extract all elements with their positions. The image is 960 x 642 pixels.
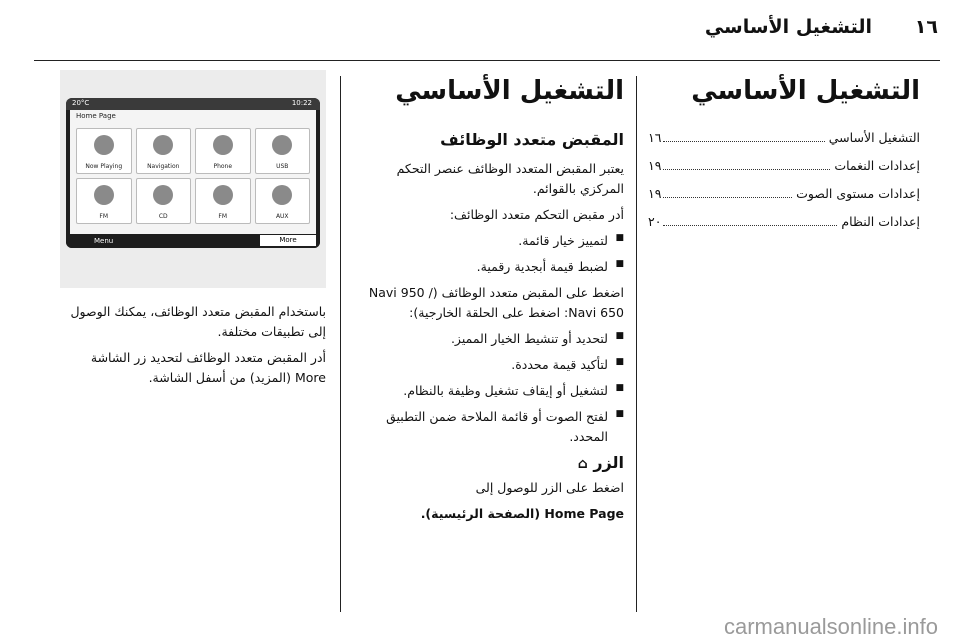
phone-icon <box>213 135 233 155</box>
bullet-list <box>352 231 624 277</box>
tile-label: CD <box>158 213 168 220</box>
home-icon: ⌂ <box>577 456 588 472</box>
globe-icon <box>153 135 173 155</box>
toc-label: إعدادات النغمات <box>834 158 920 173</box>
radio-icon <box>213 185 233 205</box>
subsection-heading: المقبض متعدد الوظائف <box>440 130 624 149</box>
figure-column <box>60 70 326 394</box>
paragraph: أدر مقبض التحكم متعدد الوظائف: <box>449 207 624 222</box>
screen-figure <box>60 70 326 288</box>
toc-leader <box>663 169 830 170</box>
temperature: 20°C <box>72 99 90 107</box>
button-heading <box>352 453 624 472</box>
list-item: ■ لفتح الصوت أو قائمة الملاحة ضمن التطبيق المحدد. <box>352 407 624 447</box>
toc-row[interactable] <box>648 186 920 202</box>
tile-label: AUX <box>275 213 289 220</box>
tile-phone[interactable] <box>195 128 251 174</box>
toc-page: ١٦ <box>648 130 662 145</box>
toc-column <box>648 70 920 242</box>
tile-usb[interactable] <box>255 128 311 174</box>
list-item: ■ لتأكيد قيمة محددة. <box>352 355 624 375</box>
toc-leader <box>663 225 837 226</box>
header-rule <box>34 60 940 61</box>
toc-heading: التشغيل الأساسي <box>691 76 920 106</box>
paragraph: Home Page (الصفحة الرئيسية). <box>420 506 624 521</box>
tile-now-playing[interactable] <box>76 128 132 174</box>
tile-fm[interactable] <box>76 178 132 224</box>
toc-label: التشغيل الأساسي <box>828 130 920 145</box>
section-heading: التشغيل الأساسي <box>395 76 624 106</box>
button-heading-text: الزر <box>593 453 624 472</box>
paragraph: أدر المقبض متعدد الوظائف لتحديد زر الشاشة More (المزيد) من أسفل الشاشة. <box>90 350 326 385</box>
paragraph: اضغط على المقبض متعدد الوظائف (Navi 950 / Navi 650: اضغط على الحلقة الخارجية): <box>368 285 624 320</box>
radio-icon <box>94 185 114 205</box>
tile-label: Navigation <box>147 163 180 170</box>
toc-label: إعدادات مستوى الصوت <box>796 186 920 201</box>
menu-button[interactable]: Menu <box>94 237 114 245</box>
more-button[interactable]: More <box>260 235 316 246</box>
infotainment-screen <box>66 98 320 248</box>
tile-label: USB <box>276 163 289 170</box>
toc-leader <box>663 197 792 198</box>
aux-icon <box>272 185 292 205</box>
paragraph: يعتبر المقبض المتعدد الوظائف عنصر التحكم المركزي بالقوائم. <box>396 161 624 196</box>
tile-label: FM <box>218 213 228 220</box>
page-header <box>0 0 960 62</box>
column-divider <box>340 76 341 612</box>
status-bar <box>66 98 320 110</box>
tile-label: FM <box>99 213 109 220</box>
clock: 10:22 <box>291 99 312 107</box>
watermark: carmanualsonline.info <box>723 614 938 639</box>
tile-am[interactable] <box>195 178 251 224</box>
page-number: ١٦ <box>914 16 938 38</box>
tile-navigation[interactable] <box>136 128 192 174</box>
toc-leader <box>663 141 824 142</box>
header-title: التشغيل الأساسي <box>704 16 872 38</box>
music-icon <box>94 135 114 155</box>
list-item: ■ لتشغيل أو إيقاف تشغيل وظيفة بالنظام. <box>352 381 624 401</box>
figure-caption <box>60 302 326 388</box>
paragraph: باستخدام المقبض متعدد الوظائف، يمكنك الوصول إلى تطبيقات مختلفة. <box>70 304 326 339</box>
tile-cd[interactable] <box>136 178 192 224</box>
bullet-list <box>352 329 624 447</box>
toc-row[interactable] <box>648 158 920 174</box>
tile-label: Now Playing <box>85 163 123 170</box>
usb-icon <box>272 135 292 155</box>
home-page-label: Home Page <box>76 112 116 120</box>
toc-page: ١٩ <box>648 158 662 173</box>
toc-page: ٢٠ <box>648 214 662 229</box>
list-item: ■ لضبط قيمة أبجدية رقمية. <box>352 257 624 277</box>
toc-row[interactable] <box>648 130 920 146</box>
list-item: ■ لتحديد أو تنشيط الخيار المميز. <box>352 329 624 349</box>
column-divider <box>636 76 637 612</box>
tile-label: Phone <box>213 163 233 170</box>
disc-icon <box>153 185 173 205</box>
content-column <box>352 70 624 530</box>
list-item: ■ لتمييز خيار قائمة. <box>352 231 624 251</box>
toc-page: ١٩ <box>648 186 662 201</box>
tile-aux[interactable] <box>255 178 311 224</box>
toc-label: إعدادات النظام <box>841 214 920 229</box>
home-page-panel <box>70 110 316 234</box>
bottom-bar <box>66 234 320 248</box>
app-grid <box>76 128 310 224</box>
paragraph <box>352 478 624 498</box>
paragraph-text: اضغط على الزر للوصول إلى <box>475 480 624 495</box>
toc-row[interactable] <box>648 214 920 230</box>
